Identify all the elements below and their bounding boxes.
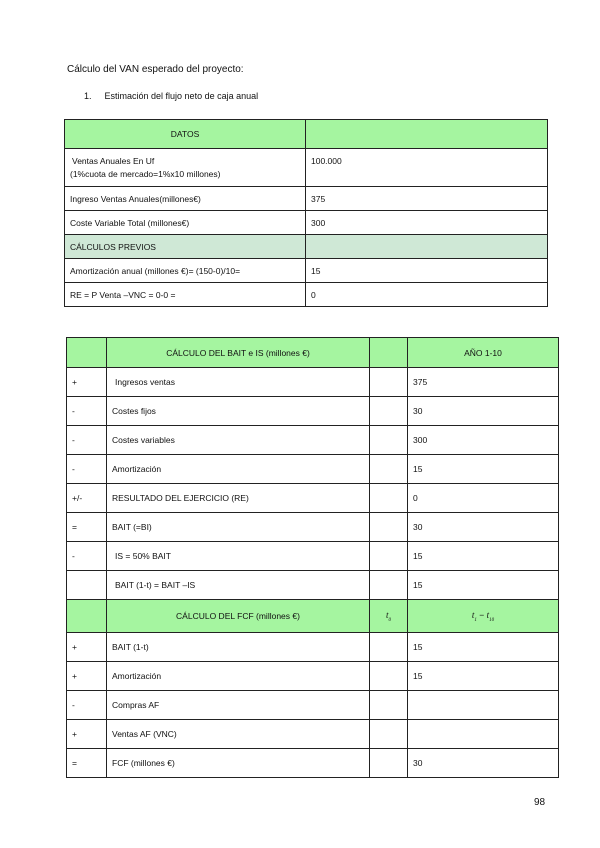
row-label: RESULTADO DEL EJERCICIO (RE) [107, 484, 370, 513]
table-row [67, 571, 559, 600]
row-label: Coste Variable Total (millones€) [65, 211, 306, 235]
t1-sub: 1 [474, 617, 477, 623]
bait-header: CÁLCULO DEL BAIT e IS (millones €) [107, 338, 370, 368]
row-sign: + [67, 368, 107, 397]
row-label: BAIT (1-t) [107, 633, 370, 662]
t10-var: t [486, 609, 490, 620]
t10-sub: 10 [489, 617, 495, 623]
row-value: 300 [408, 426, 559, 455]
table-row [67, 542, 559, 571]
bait-table [66, 337, 559, 778]
row-label: Amortización [107, 662, 370, 691]
header-empty [67, 338, 107, 368]
fcf-header: CÁLCULO DEL FCF (millones €) [107, 600, 370, 633]
row-value [408, 691, 559, 720]
row-sign: = [67, 749, 107, 778]
table-row [67, 691, 559, 720]
row-t0 [370, 426, 408, 455]
row-sign: +/- [67, 484, 107, 513]
table-row [67, 633, 559, 662]
row-sign: + [67, 662, 107, 691]
row-sign: - [67, 426, 107, 455]
row-t0 [370, 633, 408, 662]
row-sign: - [67, 691, 107, 720]
datos-header: DATOS [65, 120, 306, 149]
t1-10-header [408, 600, 559, 633]
row-sign: = [67, 513, 107, 542]
row-label: Costes variables [107, 426, 370, 455]
range-dash: − [479, 609, 485, 620]
t0-var: t [385, 609, 389, 620]
row-t0 [370, 662, 408, 691]
row-t0 [370, 691, 408, 720]
table-row [67, 484, 559, 513]
row-label: Ingreso Ventas Anuales(millones€) [65, 187, 306, 211]
row-sign: - [67, 397, 107, 426]
datos-header-row [65, 120, 548, 149]
table-row [67, 368, 559, 397]
page-number: 98 [534, 797, 546, 808]
table-row [67, 397, 559, 426]
row-value: 30 [408, 513, 559, 542]
section-heading [84, 91, 258, 101]
table-row [65, 187, 548, 211]
row-value [408, 720, 559, 749]
table-row [65, 149, 548, 187]
table-row [65, 211, 548, 235]
row-t0 [370, 455, 408, 484]
row-t0 [370, 397, 408, 426]
table-row [65, 283, 548, 307]
row-sign: + [67, 633, 107, 662]
row-value: 0 [306, 283, 548, 307]
document-title: Cálculo del VAN esperado del proyecto: [67, 64, 244, 75]
row-label [65, 149, 306, 187]
row-value: 375 [408, 368, 559, 397]
row-label: Amortización anual (millones €)= (150-0)/10= [65, 259, 306, 283]
t1-var: t [471, 609, 475, 620]
section-row [65, 235, 548, 259]
row-sign: + [67, 720, 107, 749]
t0-sub: 0 [388, 617, 391, 623]
row-sign [67, 571, 107, 600]
row-value: 15 [408, 662, 559, 691]
header-empty [370, 338, 408, 368]
row-label: BAIT (1-t) = BAIT –IS [107, 571, 370, 600]
row-sign: - [67, 455, 107, 484]
t0-header [370, 600, 408, 633]
row-sign: - [67, 542, 107, 571]
row-t0 [370, 720, 408, 749]
section-number: 1. [84, 91, 92, 101]
table-row [67, 426, 559, 455]
row-t0 [370, 749, 408, 778]
row-label: FCF (millones €) [107, 749, 370, 778]
label-line: Ventas Anuales En Uf [72, 155, 155, 166]
fcf-header-row [67, 600, 559, 633]
row-value: 375 [306, 187, 548, 211]
table-row [67, 720, 559, 749]
row-value: 30 [408, 749, 559, 778]
datos-table [64, 119, 548, 307]
section-heading-text: Estimación del flujo neto de caja anual [104, 91, 259, 101]
row-value: 15 [408, 633, 559, 662]
row-t0 [370, 571, 408, 600]
table-row [67, 662, 559, 691]
row-value: 15 [408, 542, 559, 571]
row-label: Ventas AF (VNC) [107, 720, 370, 749]
section-header: CÁLCULOS PREVIOS [65, 235, 306, 259]
header-empty [67, 600, 107, 633]
row-t0 [370, 542, 408, 571]
row-label: BAIT (=BI) [107, 513, 370, 542]
row-label: Compras AF [107, 691, 370, 720]
datos-header-empty [306, 120, 548, 149]
label-line: (1%cuota de mercado=1%x10 millones) [70, 168, 221, 179]
section-header-empty [306, 235, 548, 259]
row-t0 [370, 484, 408, 513]
row-label: Ingresos ventas [107, 368, 370, 397]
row-value: 300 [306, 211, 548, 235]
row-value: 15 [306, 259, 548, 283]
row-label: Costes fijos [107, 397, 370, 426]
row-t0 [370, 368, 408, 397]
row-value: 15 [408, 571, 559, 600]
bait-header-row [67, 338, 559, 368]
row-value: 15 [408, 455, 559, 484]
year-header: AÑO 1-10 [408, 338, 559, 368]
table-row [67, 455, 559, 484]
row-value: 0 [408, 484, 559, 513]
table-row [65, 259, 548, 283]
table-row [67, 513, 559, 542]
row-label: Amortización [107, 455, 370, 484]
row-value: 100.000 [306, 149, 548, 187]
row-label: RE = P Venta –VNC = 0-0 = [65, 283, 306, 307]
row-value: 30 [408, 397, 559, 426]
row-label: IS = 50% BAIT [107, 542, 370, 571]
row-t0 [370, 513, 408, 542]
table-row [67, 749, 559, 778]
